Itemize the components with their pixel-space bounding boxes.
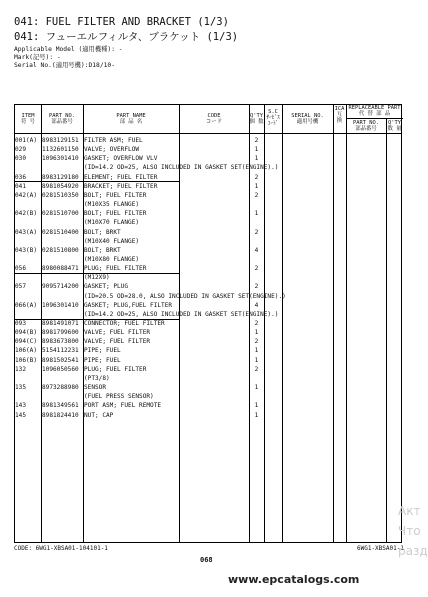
table-row [15, 346, 403, 355]
header-replaceable: REPLACEABLE PART 代 替 部 品 [348, 105, 401, 118]
part-no-cell: 8973288980 [42, 384, 79, 392]
item-cell: 057 [15, 283, 27, 291]
qty-cell: 1 [254, 402, 259, 410]
part-no-cell: 8981491071 [42, 320, 79, 327]
table-row [15, 209, 403, 218]
part-no-cell: 1132601150 [42, 146, 79, 154]
part-name-cell: GASKET; PLUG,FUEL FILTER [84, 301, 173, 309]
part-no-cell: 1096301410 [42, 301, 79, 309]
item-cell: 106(A) [15, 347, 38, 355]
table-row [15, 218, 403, 227]
qty-cell: 4 [254, 301, 259, 309]
table-row [15, 282, 403, 291]
table-row [15, 200, 403, 209]
part-no-cell: 8981349561 [42, 402, 79, 410]
item-cell: 132 [15, 365, 27, 373]
qty-cell: 2 [254, 338, 259, 346]
qty-cell: 1 [254, 182, 259, 190]
table-row [15, 237, 403, 246]
qty-cell: 1 [254, 411, 259, 419]
part-no-cell: 5154112231 [42, 347, 79, 355]
qty-cell: 2 [254, 320, 259, 327]
qty-cell: 2 [254, 228, 259, 236]
applicable-model: Applicable Model (適用機種): - [14, 46, 123, 53]
qty-cell: 2 [254, 283, 259, 291]
item-cell: 001(A) [15, 137, 38, 144]
table-row [15, 182, 403, 191]
header-part-name: PART NAME 部 品 名 [116, 113, 146, 126]
header-line [15, 133, 401, 134]
page-number: 068 [200, 556, 213, 564]
table-row [15, 401, 403, 410]
part-name-cell: PORT ASM; FUEL REMOTE [84, 402, 162, 410]
table-row [15, 292, 403, 301]
part-name-cell: BOLT; FUEL FILTER [84, 191, 147, 199]
header-sc: S.C ｻｰﾋﾞｽ ｺｰﾄﾞ [266, 109, 280, 127]
part-name-cell: BOLT; FUEL FILTER [84, 210, 147, 218]
table-row [15, 310, 403, 319]
header-rp-qty: Q'TY 数 量 [387, 120, 402, 133]
part-no-cell: 0281510350 [42, 191, 79, 199]
part-no-cell: 0281510400 [42, 228, 79, 236]
part-name-cell: FILTER ASM; FUEL [84, 137, 143, 144]
item-cell: 036 [15, 173, 27, 181]
part-name-cell: (M10X40 FLANGE) [84, 237, 140, 245]
part-name-cell: VALVE; OVERFLOW [84, 146, 140, 154]
part-name-cell: PIPE; FUEL [84, 356, 121, 364]
item-cell: 145 [15, 411, 27, 419]
part-name-cell: NUT; CAP [84, 411, 114, 419]
part-no-cell: 8983129151 [42, 137, 79, 144]
qty-cell: 2 [254, 173, 259, 181]
qty-cell: 1 [254, 347, 259, 355]
table-row [15, 173, 403, 182]
part-no-cell: 8980088471 [42, 265, 79, 273]
item-cell: 143 [15, 402, 27, 410]
qty-cell: 1 [254, 146, 259, 154]
qty-cell: 1 [254, 384, 259, 392]
page-title-en: 041: FUEL FILTER AND BRACKET (1/3) [14, 16, 229, 28]
qty-cell: 1 [254, 155, 259, 163]
website-link[interactable]: www.epcatalogs.com [228, 573, 360, 586]
item-cell: 030 [15, 155, 27, 163]
item-cell: 042(A) [15, 191, 38, 199]
serial-no: Serial No.(適用号機):D18/10- [14, 62, 116, 69]
item-cell: 094(C) [15, 338, 38, 346]
item-cell: 066(A) [15, 301, 38, 309]
table-row [15, 356, 403, 365]
part-no-cell: 1096050560 [42, 365, 79, 373]
part-name-cell: PLUG; FUEL FILTER [84, 265, 147, 273]
header-ica: ICA 互 換 [334, 106, 345, 124]
part-no-cell: 8981502541 [42, 356, 79, 364]
part-no-cell: 0281510700 [42, 210, 79, 218]
table-row [15, 228, 403, 237]
table-row [15, 392, 403, 401]
part-no-cell: 8983129180 [42, 173, 79, 181]
parts-table [14, 104, 402, 543]
header-item: ITEM 符 号 [20, 113, 36, 126]
watermark-text: разд [398, 544, 428, 558]
part-name-cell: (M10X80 FLANGE) [84, 255, 140, 263]
watermark-text: Что [398, 524, 421, 538]
item-cell: 056 [15, 265, 27, 273]
page-title-jp: 041: フューエルフィルタ、ブラケット (1/3) [14, 31, 239, 43]
part-name-cell: BOLT; BRKT [84, 246, 121, 254]
part-no-cell: 8981054920 [42, 182, 79, 190]
qty-cell: 2 [254, 265, 259, 273]
part-name-cell: VALVE; FUEL FILTER [84, 329, 151, 337]
table-row [15, 328, 403, 337]
table-row [15, 163, 403, 172]
header-qty: Q'TY 個 数 [249, 113, 264, 126]
part-no-cell: 8983673800 [42, 338, 79, 346]
part-name-cell: CONNECTOR; FUEL FILTER [84, 320, 165, 327]
qty-cell: 2 [254, 191, 259, 199]
table-row [15, 301, 403, 310]
part-name-cell: (M10X35 FLANGE) [84, 201, 140, 209]
part-name-cell: PLUG; FUEL FILTER [84, 365, 147, 373]
table-row [15, 136, 403, 145]
part-name-cell: SENSOR [84, 384, 107, 392]
header-code: CODE コード [205, 113, 223, 126]
part-name-cell: (ID=20.5 OD=28.0, ALSO INCLUDED IN GASKET SET(ENGINE).) [84, 292, 286, 300]
part-name-cell: (M10X70 FLANGE) [84, 219, 140, 227]
item-cell: 041 [15, 182, 27, 190]
mark: Mark(記号): - [14, 54, 61, 61]
qty-cell: 1 [254, 356, 259, 364]
part-no-cell: 9095714200 [42, 283, 79, 291]
part-name-cell: ELEMENT; FUEL FILTER [84, 173, 158, 181]
item-cell: 094(B) [15, 329, 38, 337]
table-row [15, 145, 403, 154]
part-name-cell: (FUEL PRESS SENSOR) [84, 393, 154, 401]
item-cell: 029 [15, 146, 27, 154]
table-row [15, 383, 403, 392]
part-name-cell: GASKET; PLUG [84, 283, 129, 291]
item-cell: 135 [15, 384, 27, 392]
table-row [15, 411, 403, 420]
table-row [15, 255, 403, 264]
table-row [15, 374, 403, 383]
qty-cell: 2 [254, 137, 259, 144]
item-cell: 093 [15, 320, 27, 327]
qty-cell: 4 [254, 246, 259, 254]
part-name-cell: (ID=14.2 OD=25, ALSO INCLUDED IN GASKET SET(ENGINE).) [84, 310, 279, 318]
part-name-cell: (PT3/8) [84, 374, 110, 382]
qty-cell: 1 [254, 210, 259, 218]
table-row [15, 337, 403, 346]
part-no-cell: 8981799600 [42, 329, 79, 337]
item-cell: 042(B) [15, 210, 38, 218]
watermark-text: Акт [398, 504, 421, 518]
footer-code-right: 6WG1-XBSA01-1 [357, 545, 404, 552]
header-serial: SERIAL NO. 適用号機 [291, 113, 324, 126]
part-name-cell: (ID=14.2 OD=25, ALSO INCLUDED IN GASKET SET(ENGINE).) [84, 164, 279, 172]
part-no-cell: 0281510800 [42, 246, 79, 254]
part-name-cell: GASKET; OVERFLOW VLV [84, 155, 158, 163]
item-cell: 043(B) [15, 246, 38, 254]
header-subline [346, 118, 403, 119]
footer-code-left: CODE: 6WG1-XBSA01-104101-1 [14, 545, 108, 552]
table-row [15, 273, 403, 282]
table-row [15, 154, 403, 163]
part-name-cell: PIPE; FUEL [84, 347, 121, 355]
part-name-cell: (M12X9) [84, 274, 110, 282]
header-part-no: PART NO. 部品番号 [49, 113, 75, 126]
table-row [15, 365, 403, 374]
table-row [15, 191, 403, 200]
table-row [15, 246, 403, 255]
table-row [15, 264, 403, 273]
part-name-cell: BRACKET; FUEL FILTER [84, 182, 158, 190]
part-no-cell: 8981824410 [42, 411, 79, 419]
part-name-cell: BOLT; BRKT [84, 228, 121, 236]
qty-cell: 2 [254, 365, 259, 373]
qty-cell: 1 [254, 329, 259, 337]
item-cell: 106(B) [15, 356, 38, 364]
item-cell: 043(A) [15, 228, 38, 236]
header-rp-part-no: PART NO. 部品番号 [353, 120, 379, 133]
part-name-cell: VALVE; FUEL FILTER [84, 338, 151, 346]
table-row [15, 319, 403, 328]
part-no-cell: 1096301410 [42, 155, 79, 163]
